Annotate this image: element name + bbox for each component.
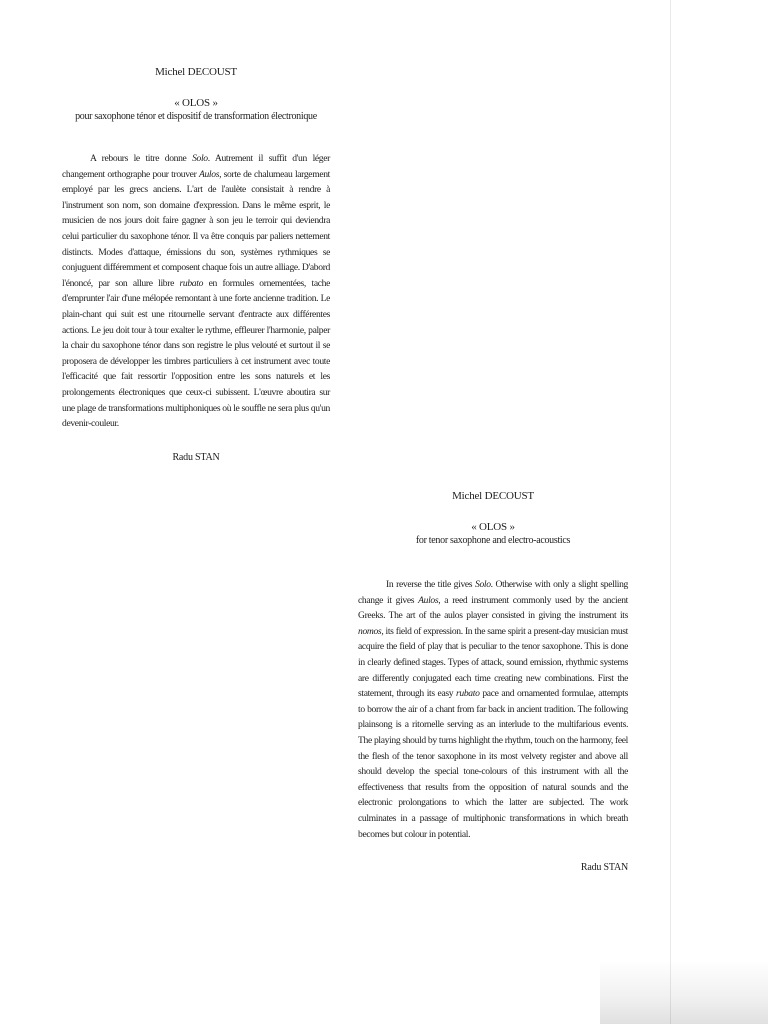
body-text-italic: Aulos [198,168,220,180]
body-text-italic: rubato [456,688,480,700]
body-text-segment: pace and ornamented formulae, attempts to borrow the air of a chant from far back in ancient tradition. The following plainsong is a ritornelle serving as an interlude to the multifarious events. The playing should by turns highlight the rhythm, touch on the harmony, feel the flesh of the tenor saxophone in its most velvety register and above all should develop the special tone-colours of this instrument with all the effectiveness that results from the opposition of natural sounds and the electronic prolongations to which the latter are subjected. The work culminates in a passage of multiphonic transformations in which breath becomes but colour in potential. [358,688,628,840]
body-text-segment: , a reed instrument commonly used by the ancient Greeks. The art of the aulos player consisted in giving the instrument its [358,594,628,622]
body-text-segment: A rebours le titre donne [90,153,193,164]
signature [358,862,628,873]
english-program-note [358,490,628,873]
body-text-segment: . Autrement il suffit d'un léger changement orthographe pour trouver [62,153,330,180]
body-text-italic: Aulos [418,594,439,606]
author-name: Michel DECOUST [452,490,534,502]
signature: Radu STAN [172,451,220,463]
body-text-segment: . Otherwise with only a slight spelling change it gives [358,579,628,606]
program-note-body [358,577,628,842]
body-text-segment: , its field of expression. In the same spirit a present-day musician must acquire the field of play that is peculiar to the tenor saxophone. This is done in clearly defined stages. Types of attack, sound emission, rhythmic systems are differently conjugated each time creating new combinations. First the statement, through its easy [358,625,628,700]
page-corner-shadow [600,960,768,1024]
program-note-body [62,151,330,432]
body-text-italic: Solo [475,579,491,590]
author-name: Michel DECOUST [155,66,237,78]
body-text-segment: en formules ornementées, tache d'emprunter l'air d'une mélopée remontant à une forte ancienne tradition. Le plain-chant qui suit est une ritournelle servant d'entracte aux différentes actions. Le jeu doit tour à tour exalter le rythme, effleurer l'harmonie, palper la chair du saxophone ténor dans son registre le plus velouté et surtout il se proposera de développer les timbres particuliers à cet instrument avec toute l'efficacité que fait ressortir l'opposition entre les sons naturels et les prolongements électroniques que ceux-ci subissent. L'œuvre aboutira sur une plage de transformations multiphoniques où le souffle ne sera plus qu'un devenir-couleur. [62,277,330,430]
body-text-segment: In reverse the title gives [386,579,476,590]
signature-text: Radu STAN [580,862,628,874]
work-subtitle: pour saxophone ténor et dispositif de transformation électronique [75,111,317,122]
body-text-segment: , sorte de chalumeau largement employé par les grecs anciens. L'art de l'aulète consistait à rendre à l'instrument son nom, son domaine d'expression. Dans le même esprit, le musicien de nos jours doit faire gagner à son jeu le terroir qui deviendra celui particulier du saxophone ténor. Il va être conquis par paliers nettement distincts. Modes d'attaque, émissions du son, systèmes rythmiques se conjuguent différemment et composent chaque fois un autre alliage. D'abord l'énoncé, par son allure libre [62,168,330,289]
page-edge [670,0,671,1024]
body-text-italic: nomos [358,625,382,637]
french-program-note [62,66,330,463]
work-title: « OLOS » [174,97,218,109]
work-title: « OLOS » [471,521,515,533]
body-text-italic: Solo [192,153,208,164]
work-subtitle: for tenor saxophone and electro-acoustics [415,535,571,546]
body-text-italic: rubato [179,277,204,289]
